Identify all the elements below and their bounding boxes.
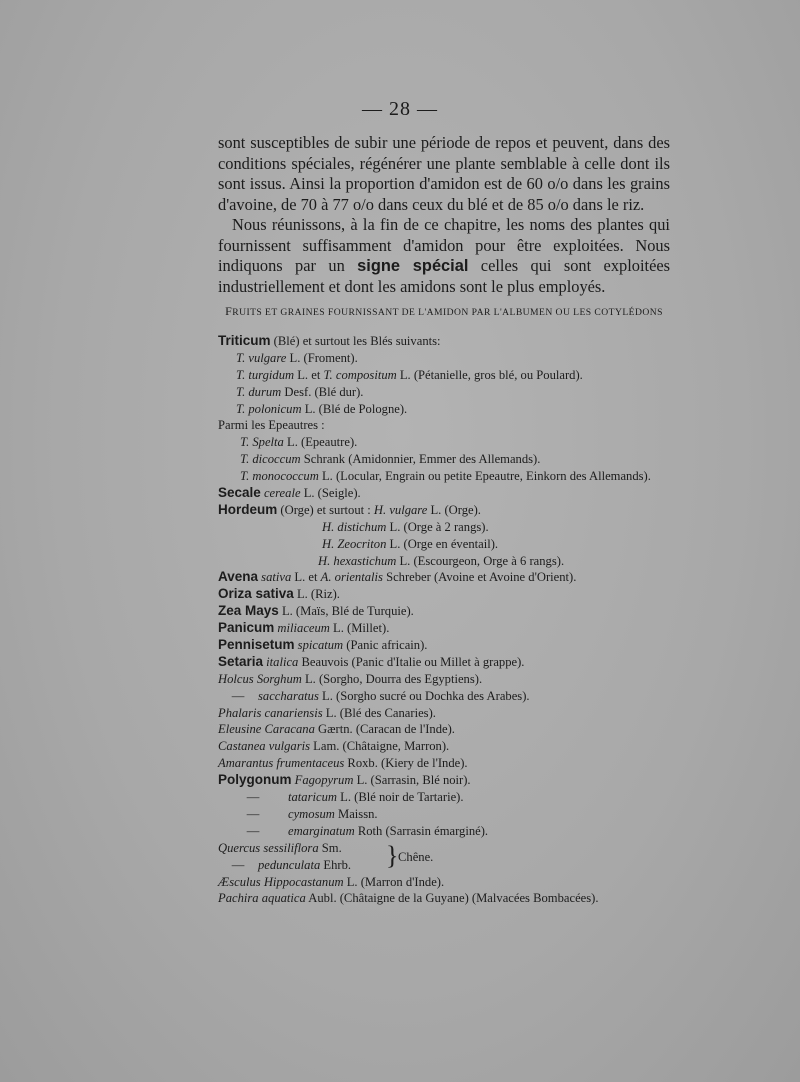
species-italic: Fagopyrum: [291, 773, 354, 788]
list-item: [218, 755, 688, 772]
species-italic: italica: [263, 654, 299, 669]
entry-text: L. (Locular, Engrain ou petite Epeautre, Einkorn des Allemands).: [318, 469, 651, 484]
entry-text: Schreber (Avoine et Avoine d'Orient).: [382, 570, 577, 585]
list-item: [218, 620, 688, 637]
species-italic: Pachira aquatica: [218, 891, 306, 906]
entry-text: Sm.: [318, 840, 342, 855]
species-italic: T. polonicum: [236, 401, 302, 416]
page-number: — 28 —: [362, 98, 438, 120]
species-italic: miliaceum: [274, 621, 330, 636]
species-italic: H. Zeocriton: [322, 536, 387, 551]
species-italic: tataricum: [288, 790, 337, 805]
plant-list: [218, 333, 688, 907]
entry-text: L. (Blé de Pologne).: [301, 401, 408, 416]
list-item: [218, 333, 688, 350]
entry-text: Gærtn. (Caracan de l'Inde).: [314, 722, 455, 737]
list-item: [218, 502, 688, 519]
species-italic: T. turgidum: [236, 367, 295, 382]
species-italic: H. distichum: [322, 519, 387, 534]
quercus-group: [218, 840, 688, 874]
ditto-dash: —: [246, 806, 260, 821]
paragraph-1: sont susceptibles de subir une période de repos et peuvent, dans des conditions spéciales, régénérer une plante semblable à celle dont ils sont issus. Ainsi la proportion d'amidon est de 60 o/o dans les grains d'avoine, de 70 à 77 o/o dans ceux du blé et de 85 o/o dans le riz.: [218, 133, 670, 214]
entry-text: L. (Froment).: [286, 350, 358, 365]
genus-bold: Panicum: [218, 620, 275, 636]
paragraph-2-after: celles qui sont exploitées industriellement et dont les amidons sont le plus employés.: [218, 256, 670, 296]
entry-text: L. et: [294, 367, 324, 382]
list-item: [218, 468, 688, 485]
entry-text: Lam. (Châtaigne, Marron).: [310, 739, 450, 754]
species-italic: spicatum: [294, 638, 344, 653]
list-item: [218, 586, 688, 603]
entry-text: L. (Sorgho sucré ou Dochka des Arabes).: [318, 688, 530, 703]
paragraph-2-bold: signe spécial: [357, 257, 469, 275]
species-italic: cymosum: [288, 806, 335, 821]
species-italic: H. hexastichum: [318, 553, 397, 568]
species-italic: Eleusine Caracana: [218, 722, 315, 737]
species-italic: T. Spelta: [240, 435, 284, 450]
entry-text: L. et: [291, 570, 321, 585]
list-item: [218, 350, 688, 367]
entry-text: L. (Escourgeon, Orge à 6 rangs).: [396, 553, 565, 568]
list-item: [218, 654, 688, 671]
list-item: [218, 637, 688, 654]
ditto-dash: —: [246, 823, 260, 838]
ditto-dash: —: [246, 790, 260, 805]
species-italic: sativa: [258, 570, 292, 585]
entry-text: L. (Maïs, Blé de Turquie).: [278, 604, 414, 619]
ditto-dash: —: [231, 688, 245, 703]
species-italic: Amarantus frumentaceus: [218, 756, 345, 771]
entry-text: Aubl. (Châtaigne de la Guyane) (Malvacées Bombacées).: [305, 891, 599, 906]
entry-text: L. (Seigle).: [300, 486, 361, 501]
entry-text: L. (Orge en éventail).: [386, 536, 499, 551]
entry-text: L. (Orge à 2 rangs).: [386, 519, 489, 534]
list-item: [218, 874, 688, 891]
genus-bold: Polygonum: [218, 772, 292, 788]
species-italic: cereale: [260, 486, 301, 501]
list-item: [218, 603, 688, 620]
list-item: [218, 401, 688, 418]
list-item: [218, 569, 688, 586]
list-item: [218, 823, 688, 840]
species-italic: Quercus sessiliflora: [218, 840, 319, 855]
entry-text: Schrank (Amidonnier, Emmer des Allemands).: [300, 452, 541, 467]
entry-text: Roxb. (Kiery de l'Inde).: [344, 756, 468, 771]
species-italic: T. monococcum: [240, 469, 319, 484]
list-item: [218, 721, 688, 738]
entry-text: L. (Pétanielle, gros blé, ou Poulard).: [396, 367, 583, 382]
species-italic: Æsculus Hippocastanum: [218, 874, 344, 889]
list-item: [218, 434, 688, 451]
entry-text: L. (Orge).: [427, 502, 481, 517]
species-italic: T. durum: [236, 384, 282, 399]
species-italic: T. compositum: [323, 367, 397, 382]
list-item: [218, 536, 688, 553]
entry-text: (Panic africain).: [343, 638, 428, 653]
list-item: [218, 519, 688, 536]
section-title: [218, 304, 670, 319]
species-italic: saccharatus: [258, 688, 319, 703]
ditto-dash: —: [231, 857, 245, 872]
list-item: [218, 417, 688, 434]
paragraph-2: [218, 215, 670, 297]
entry-text: Ehrb.: [320, 857, 352, 872]
list-item: [218, 738, 688, 755]
list-item: [218, 772, 688, 789]
entry-text: L. (Sarrasin, Blé noir).: [353, 773, 471, 788]
genus-bold: Avena: [218, 569, 259, 585]
list-item: [218, 789, 688, 806]
entry-text: L. (Riz).: [293, 587, 340, 602]
entry-text: Desf. (Blé dur).: [281, 384, 364, 399]
entry-text: L. (Millet).: [329, 621, 390, 636]
species-italic: Holcus Sorghum: [218, 671, 302, 686]
species-italic: A. orientalis: [320, 570, 383, 585]
list-item: [218, 553, 688, 570]
genus-bold: Setaria: [218, 653, 264, 669]
brace-glyph: }: [386, 840, 399, 870]
entry-text: (Blé) et surtout les Blés suivants:: [270, 334, 441, 348]
species-italic: T. dicoccum: [240, 452, 301, 467]
entry-text: Beauvois (Panic d'Italie ou Millet à grappe).: [298, 654, 525, 669]
quercus-label: Chêne.: [398, 849, 434, 864]
entry-text: L. (Blé des Canaries).: [322, 705, 436, 720]
species-italic: pedunculata: [258, 857, 321, 872]
list-item: [218, 705, 688, 722]
list-item: [218, 857, 688, 874]
list-item: [218, 485, 688, 502]
genus-bold: Pennisetum: [218, 637, 295, 653]
species-italic: emarginatum: [288, 823, 355, 838]
section-title-rest: RUITS ET GRAINES FOURNISSANT DE L'AMIDON PAR L'ALBUMEN OU LES COTYLÉDONS: [232, 307, 663, 318]
paragraph-2-before: Nous réunissons, à la fin de ce chapitre, les noms des plantes qui fournissent suffisamment d'amidon pour être exploitées. Nous indiquons par un: [218, 215, 670, 275]
entry-text: Maissn.: [334, 806, 378, 821]
list-item: [218, 806, 688, 823]
section-title-initial: F: [225, 304, 233, 318]
entry-text: Roth (Sarrasin émarginé).: [354, 823, 489, 838]
genus-bold: Triticum: [218, 333, 271, 348]
genus-bold: Hordeum: [218, 501, 278, 517]
species-italic: Castanea vulgaris: [218, 739, 311, 754]
species-italic: Phalaris canariensis: [218, 705, 323, 720]
list-item: [218, 890, 688, 907]
genus-bold: Oriza sativa: [218, 586, 294, 602]
list-item: [218, 384, 688, 401]
genus-bold: Zea Mays: [218, 603, 279, 619]
entry-text: L. (Epeautre).: [283, 435, 358, 450]
list-item: [218, 367, 688, 384]
entry-text: (Orge) et surtout :: [277, 502, 374, 517]
entry-text: L. (Marron d'Inde).: [343, 874, 445, 889]
species-italic: H. vulgare: [373, 502, 428, 517]
entry-text: L. (Sorgho, Dourra des Egyptiens).: [301, 671, 483, 686]
list-item: [218, 451, 688, 468]
list-item: [218, 688, 688, 705]
species-italic: T. vulgare: [236, 350, 287, 365]
entry-text: L. (Blé noir de Tartarie).: [336, 790, 464, 805]
entry-text: Parmi les Epeautres :: [218, 418, 325, 433]
genus-bold: Secale: [218, 485, 261, 501]
list-item: [218, 671, 688, 688]
list-item: [218, 840, 688, 857]
